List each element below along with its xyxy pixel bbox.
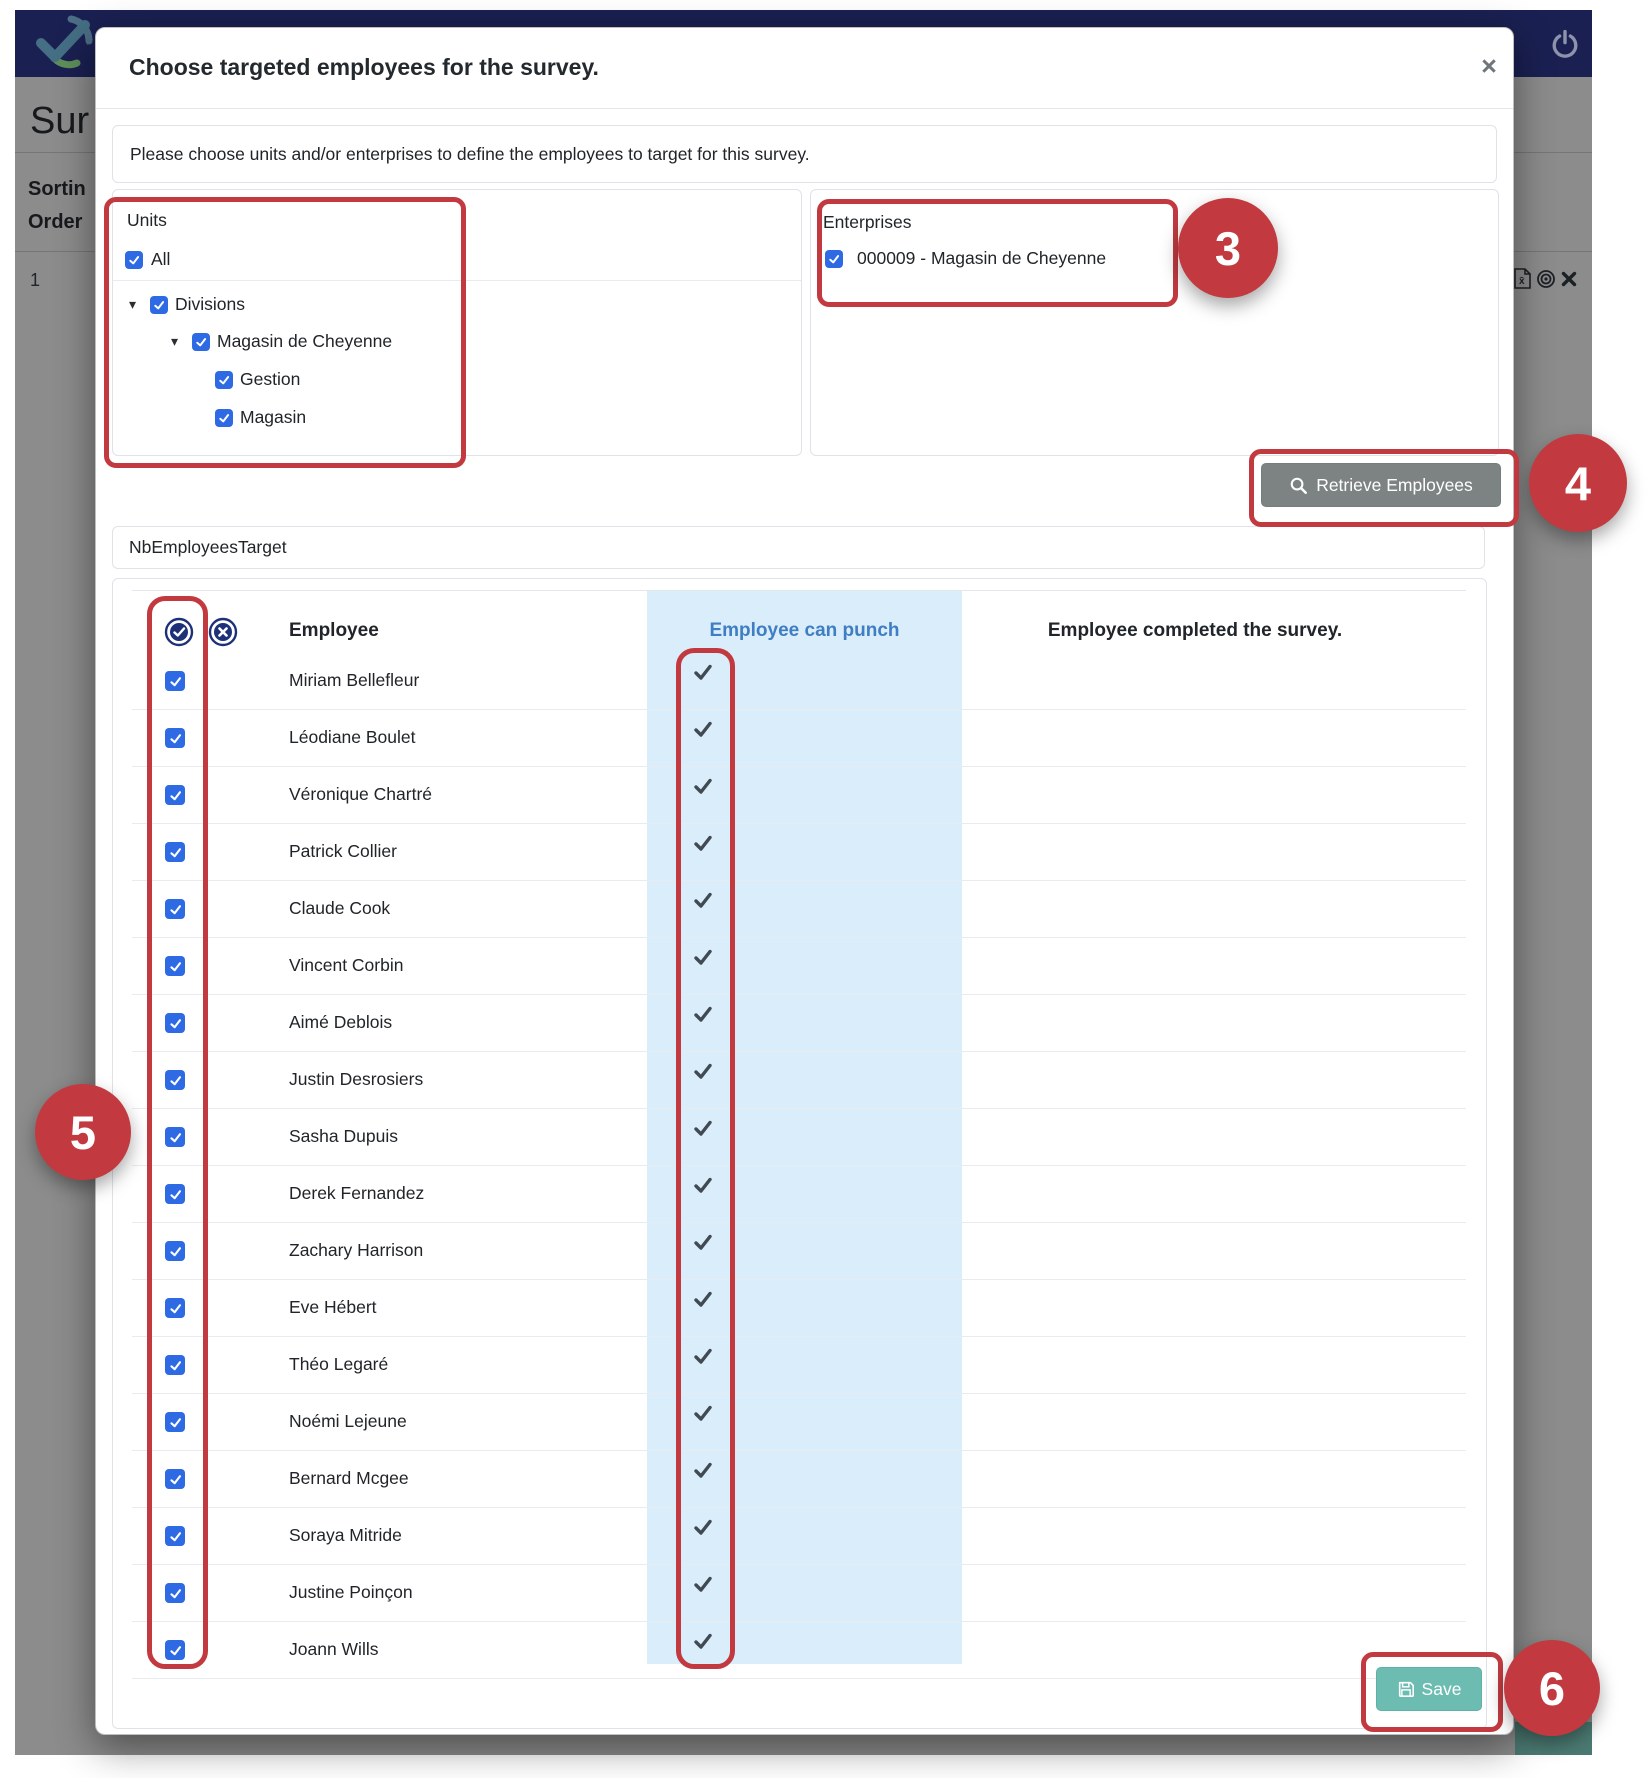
caret-down-icon[interactable]: ▾ <box>129 296 137 312</box>
table-row <box>132 767 1466 824</box>
annotation-box-punch-column <box>676 648 735 1669</box>
employee-name: Noémi Lejeune <box>289 1411 407 1431</box>
column-header-can-punch: Employee can punch <box>709 620 900 641</box>
employee-name: Justin Desrosiers <box>289 1069 424 1089</box>
modal-header-divider <box>96 108 1513 109</box>
app-logo-icon <box>33 13 97 71</box>
backdrop-order-label-fragment: Order <box>28 211 83 233</box>
employee-name: Bernard Mcgee <box>289 1468 409 1488</box>
enterprises-panel-label: Enterprises <box>823 212 912 232</box>
annotation-callout-3: 3 <box>1178 198 1278 298</box>
table-header-row <box>113 590 1486 653</box>
employee-rows <box>132 653 1466 1679</box>
table-row <box>132 1508 1466 1565</box>
employee-name: Derek Fernandez <box>289 1183 425 1203</box>
table-row <box>132 1565 1466 1622</box>
table-row <box>132 938 1466 995</box>
tree-node-label: Magasin <box>240 407 307 427</box>
table-row <box>132 710 1466 767</box>
tree-node-label: Gestion <box>240 369 301 389</box>
delete-icon <box>1561 271 1577 287</box>
annotation-box-save <box>1361 1652 1503 1732</box>
modal-title: Choose targeted employees for the survey. <box>129 54 599 80</box>
employee-name: Véronique Chartré <box>289 784 432 804</box>
table-row <box>132 1166 1466 1223</box>
backdrop-row-number: 1 <box>30 270 41 290</box>
annotation-box-units <box>104 197 466 468</box>
excel-export-icon <box>1514 268 1531 289</box>
annotation-callout-6: 6 <box>1504 1640 1600 1736</box>
instruction-banner <box>112 125 1497 183</box>
employee-name: Théo Legaré <box>289 1354 389 1374</box>
employee-name: Justine Poinçon <box>289 1582 413 1602</box>
target-icon <box>1536 269 1556 289</box>
employee-name: Vincent Corbin <box>289 955 404 975</box>
deselect-all-icon[interactable] <box>208 617 238 647</box>
backdrop-page-title-fragment: Sur <box>30 100 90 142</box>
table-row <box>132 1280 1466 1337</box>
table-row <box>132 1109 1466 1166</box>
backdrop-row-actions <box>1514 268 1577 289</box>
table-row <box>132 824 1466 881</box>
employee-name: Joann Wills <box>289 1639 379 1659</box>
table-row <box>132 1337 1466 1394</box>
units-panel-label: Units <box>127 210 167 230</box>
column-header-employee: Employee <box>289 620 379 641</box>
table-row <box>132 881 1466 938</box>
annotation-box-select-column <box>147 596 208 1669</box>
enterprise-label: 000009 - Magasin de Cheyenne <box>857 248 1107 268</box>
table-row <box>132 1622 1466 1679</box>
table-row <box>132 1223 1466 1280</box>
column-header-completed: Employee completed the survey. <box>1047 620 1343 641</box>
table-row <box>132 1394 1466 1451</box>
close-icon[interactable]: × <box>1469 46 1509 86</box>
svg-text:x̄: x̄ <box>1519 276 1525 287</box>
employee-name: Claude Cook <box>289 898 391 918</box>
employee-name: Léodiane Boulet <box>289 727 416 747</box>
nb-employees-target-label: NbEmployeesTarget <box>129 537 287 557</box>
employee-name: Soraya Mitride <box>289 1525 402 1545</box>
annotation-box-enterprises <box>817 199 1178 307</box>
caret-down-icon[interactable]: ▾ <box>171 333 179 349</box>
units-all-label: All <box>151 249 171 269</box>
annotation-box-retrieve <box>1249 449 1519 527</box>
employee-name: Miriam Bellefleur <box>289 670 420 690</box>
annotation-callout-5: 5 <box>35 1084 131 1180</box>
backdrop-sorting-label-fragment: Sortin <box>28 178 86 200</box>
employee-name: Patrick Collier <box>289 841 397 861</box>
power-icon[interactable] <box>1548 27 1582 61</box>
nb-employees-target-box <box>112 526 1485 569</box>
save-label: Save <box>1421 1678 1462 1699</box>
retrieve-employees-label: Retrieve Employees <box>1316 474 1473 495</box>
table-row <box>132 1052 1466 1109</box>
table-row <box>132 653 1466 710</box>
table-row <box>132 1451 1466 1508</box>
table-row <box>132 995 1466 1052</box>
employees-table-card <box>112 578 1487 1729</box>
employee-name: Zachary Harrison <box>289 1240 424 1260</box>
instruction-text: Please choose units and/or enterprises to define the employees to target for this survey. <box>130 143 810 164</box>
annotation-callout-4: 4 <box>1529 434 1627 532</box>
employee-name: Eve Hébert <box>289 1297 377 1317</box>
tree-node-label: Divisions <box>175 294 246 314</box>
tree-node-label: Magasin de Cheyenne <box>217 331 393 351</box>
employee-name: Sasha Dupuis <box>289 1126 398 1146</box>
employee-name: Aimé Deblois <box>289 1012 393 1032</box>
